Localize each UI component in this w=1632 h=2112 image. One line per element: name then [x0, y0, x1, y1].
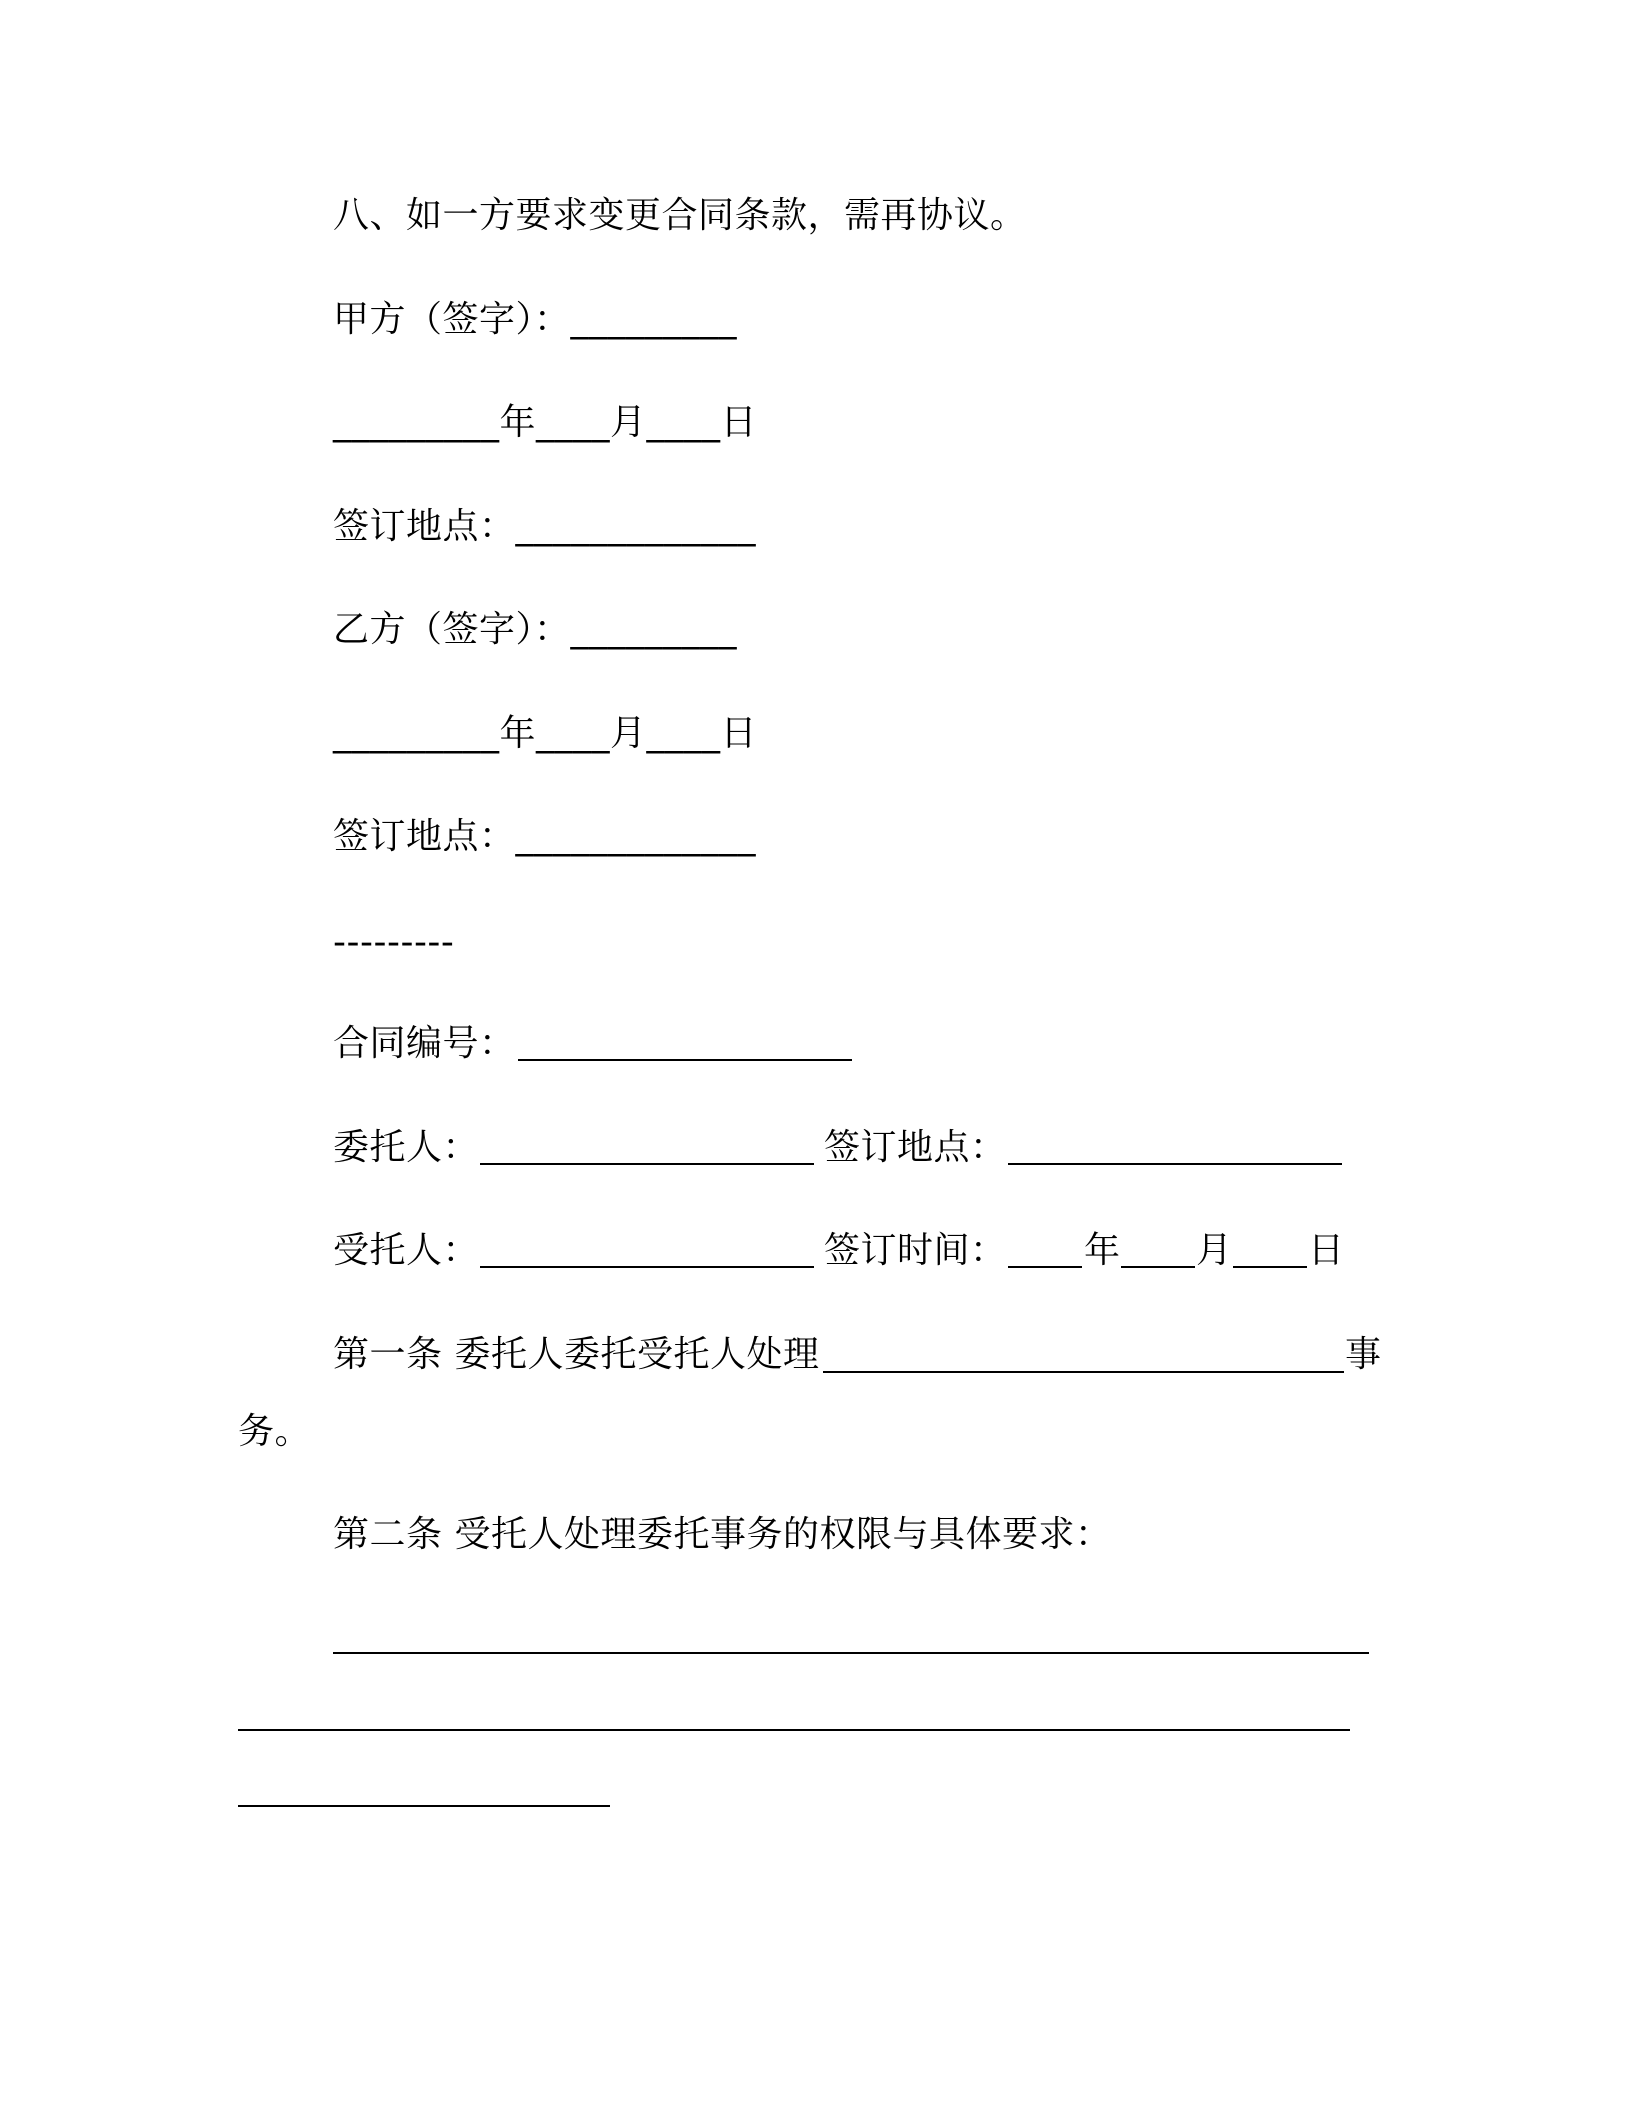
article-2-text: 第二条 受托人处理委托事务的权限与具体要求：	[333, 1514, 1112, 1555]
principal-blank	[480, 1163, 814, 1165]
principal-label: 委托人：	[333, 1127, 480, 1168]
contract-number-blank	[518, 1059, 852, 1061]
sign-time-day-blank	[1233, 1266, 1307, 1268]
article-1-end: 事	[1345, 1334, 1382, 1375]
sign-time-day: 日	[1308, 1230, 1345, 1271]
article-2-blank-1	[333, 1652, 1369, 1654]
article-2-blank-2	[238, 1729, 1350, 1731]
agent-blank	[480, 1266, 814, 1268]
sign-place-blank	[1008, 1163, 1342, 1165]
clause-8: 八、如一方要求变更合同条款，需再协议。	[333, 195, 1027, 236]
sign-time-label: 签订时间：	[824, 1230, 1007, 1271]
article-1-blank	[823, 1371, 1344, 1373]
party-b-sign-line: 乙方（签字）：_________	[333, 609, 738, 650]
party-b-place-line: 签订地点：_____________	[333, 816, 757, 857]
contract-number-label: 合同编号：	[333, 1023, 516, 1064]
separator: ---------	[333, 922, 455, 963]
party-a-date-line: _________年____月____日	[333, 402, 757, 443]
sign-time-year: 年	[1084, 1230, 1121, 1271]
sign-time-month: 月	[1196, 1230, 1233, 1271]
party-a-place-line: 签订地点：_____________	[333, 506, 757, 547]
article-1-continuation: 务。	[238, 1411, 312, 1452]
agent-label: 受托人：	[333, 1230, 480, 1271]
party-a-sign-line: 甲方（签字）：_________	[333, 299, 738, 340]
article-1-text: 第一条 委托人委托受托人处理	[333, 1334, 820, 1375]
sign-place-label: 签订地点：	[824, 1127, 1007, 1168]
sign-time-month-blank	[1121, 1266, 1195, 1268]
party-b-date-line: _________年____月____日	[333, 713, 757, 754]
article-2-blank-3	[238, 1805, 610, 1807]
sign-time-year-blank	[1008, 1266, 1082, 1268]
